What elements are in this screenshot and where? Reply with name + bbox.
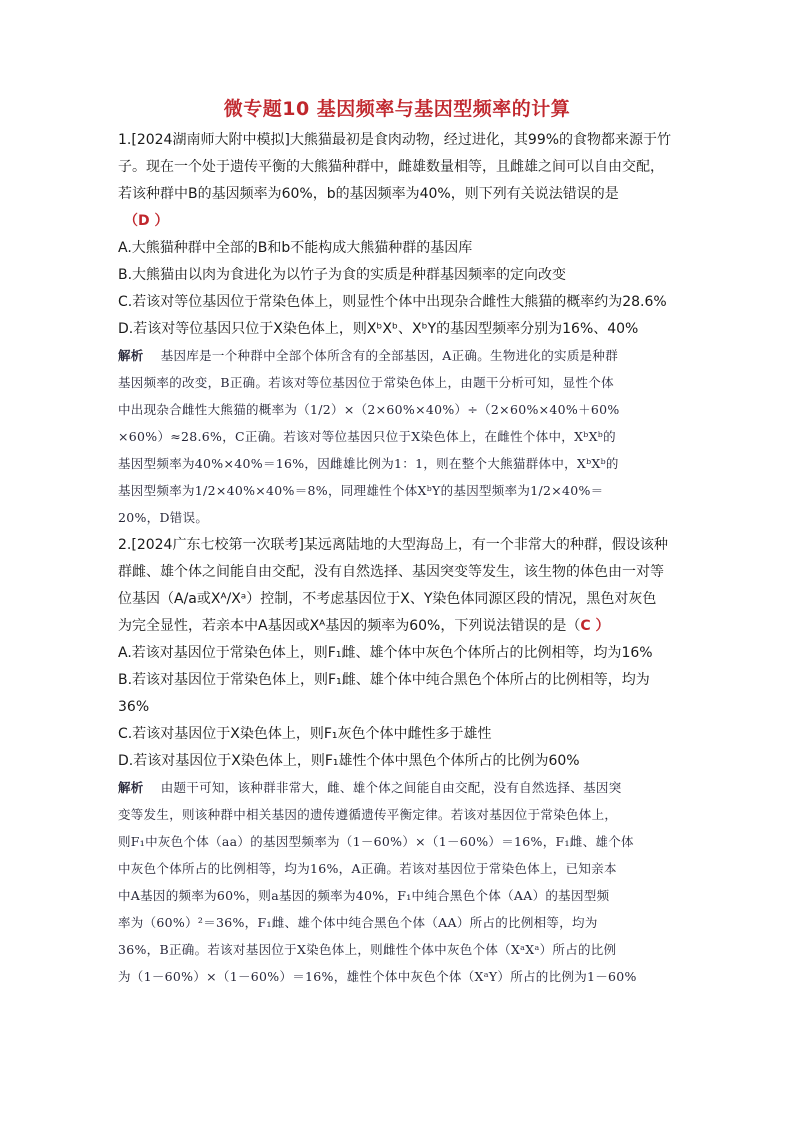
q1-answer-open: （ [124, 213, 138, 229]
q2-stem-line: 群雌、雄个体之间能自由交配，没有自然选择、基因突变等发生，该生物的体色由一对等 [118, 564, 664, 580]
q2-explanation-text: 由题干可知，该种群非常大，雌、雄个体之间能自由交配，没有自然选择、基因突 [160, 780, 622, 795]
q1-explanation-line: ×60%）≈28.6%，C正确。若该对等位基因只位于X染色体上，在雌性个体中，XᵇXᵇ的 [118, 429, 616, 444]
q2-explanation-line: 36%，B正确。若该对基因位于X染色体上，则雌性个体中灰色个体（XᵃXᵃ）所占的比例 [118, 942, 617, 957]
q1-explanation-line: 中出现杂合雌性大熊猫的概率为（1/2）×（2×60%×40%）÷（2×60%×40%＋60% [118, 402, 620, 417]
q2-explanation-line: 中灰色个体所占的比例相等，均为16%，A正确。若该对基因位于常染色体上，已知亲本 [118, 861, 617, 876]
q2-stem-line: 位基因（A/a或Xᴬ/Xᵃ）控制，不考虑基因位于X、Y染色体同源区段的情况，黑色对灰色 [118, 591, 657, 607]
q1-explanation-line [118, 346, 618, 366]
q2-stem-line [118, 616, 609, 636]
q1-option-b: B.大熊猫由以肉为食进化为以竹子为食的实质是种群基因频率的定向改变 [118, 267, 567, 283]
q2-explanation-line [118, 778, 622, 798]
q2-option-c: C.若该对基因位于X染色体上，则F₁灰色个体中雌性多于雄性 [118, 726, 492, 742]
q1-stem-line: 子。现在一个处于遗传平衡的大熊猫种群中，雌雄数量相等，且雌雄之间可以自由交配， [118, 159, 664, 175]
q1-explanation-line: 20%，D错误。 [118, 510, 209, 525]
q1-explanation-line: 基因型频率为1/2×40%×40%＝8%，同理雄性个体XᵇY的基因型频率为1/2×40%＝ [118, 483, 604, 498]
q1-option-a: A.大熊猫种群中全部的B和b不能构成大熊猫种群的基因库 [118, 240, 473, 256]
page-title: 微专题10 基因频率与基因型频率的计算 [223, 98, 571, 120]
q2-option-b-cont: 36% [118, 699, 150, 715]
q2-explanation-line: 变等发生，则该种群中相关基因的遗传遵循遗传平衡定律。若该对基因位于常染色体上， [118, 807, 618, 822]
q1-answer: D [138, 213, 150, 229]
q2-stem-line: 2.[2024广东七校第一次联考]某远离陆地的大型海岛上，有一个非常大的种群，假设该种 [118, 537, 668, 553]
q2-answer: C [580, 618, 591, 634]
q2-option-a: A.若该对基因位于常染色体上，则F₁雌、雄个体中灰色个体所占的比例相等，均为16% [118, 645, 653, 661]
q1-answer-close: ） [149, 213, 169, 229]
q2-option-d: D.若该对基因位于X染色体上，则F₁雄性个体中黑色个体所占的比例为60% [118, 753, 580, 769]
q1-explanation-line: 基因型频率为40%×40%＝16%，因雌雄比例为1：1，则在整个大熊猫群体中，XᵇXᵇ的 [118, 456, 619, 471]
q2-explanation-line: 中A基因的频率为60%，则a基因的频率为40%，F₁中纯合黑色个体（AA）的基因型频 [118, 888, 610, 903]
q2-explanation-line: 率为（60%）²＝36%，F₁雌、雄个体中纯合黑色个体（AA）所占的比例相等，均为 [118, 915, 598, 930]
q2-answer-close: ） [590, 618, 610, 634]
q2-explanation-line: 则F₁中灰色个体（aa）的基因型频率为（1－60%）×（1－60%）＝16%，F₁雌、雄个体 [118, 834, 634, 849]
q1-answer-line [124, 211, 169, 231]
q1-explanation-label: 解析 [118, 348, 144, 363]
q1-option-c: C.若该对等位基因位于常染色体上，则显性个体中出现杂合雌性大熊猫的概率约为28.6% [118, 294, 667, 310]
q2-explanation-label: 解析 [118, 780, 144, 795]
q2-stem-text: 为完全显性，若亲本中A基因或Xᴬ基因的频率为60%，下列说法错误的是（ [118, 618, 581, 634]
q1-explanation-line: 基因频率的改变，B正确。若该对等位基因位于常染色体上，由题干分析可知，显性个体 [118, 375, 614, 390]
q2-option-b: B.若该对基因位于常染色体上，则F₁雌、雄个体中纯合黑色个体所占的比例相等，均为 [118, 672, 650, 688]
q1-option-d: D.若该对等位基因只位于X染色体上，则XᵇXᵇ、XᵇY的基因型频率分别为16%、40% [118, 321, 639, 337]
q2-explanation-line: 为（1－60%）×（1－60%）＝16%，雄性个体中灰色个体（XᵃY）所占的比例为1－60% [118, 969, 637, 984]
q1-explanation-text: 基因库是一个种群中全部个体所含有的全部基因，A正确。生物进化的实质是种群 [160, 348, 619, 363]
q1-stem-line: 1.[2024湖南师大附中模拟]大熊猫最初是食肉动物，经过进化，其99%的食物都来源于竹 [118, 132, 672, 148]
q1-stem-line: 若该种群中B的基因频率为60%，b的基因频率为40%，则下列有关说法错误的是 [118, 186, 619, 202]
